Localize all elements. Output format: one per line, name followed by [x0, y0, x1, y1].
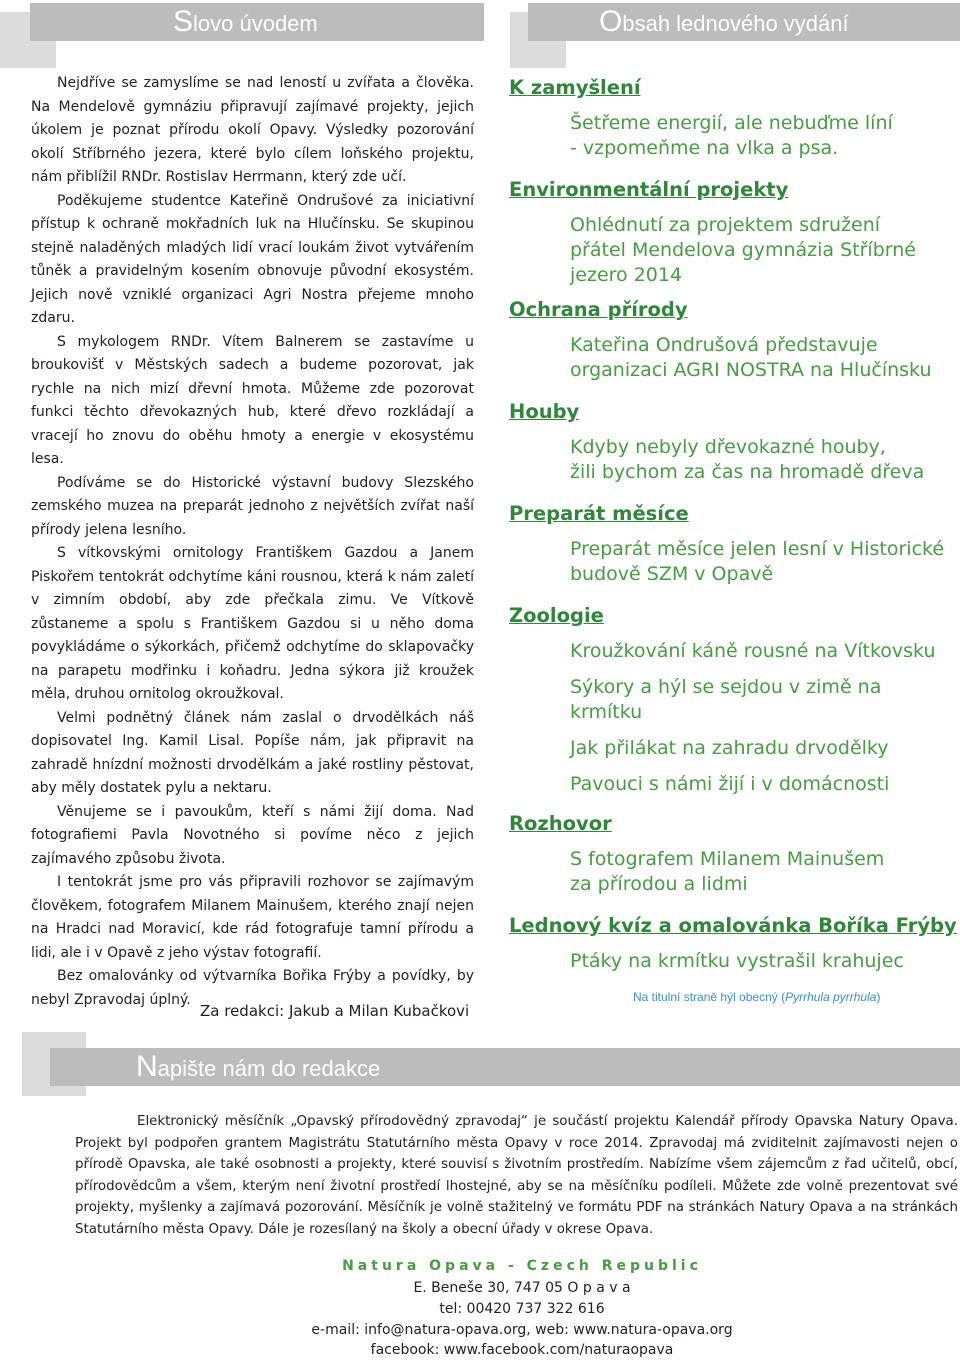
toc-item[interactable]: Jak přilákat na zahradu drvodělky: [570, 737, 889, 759]
toc-section-title[interactable]: Houby: [509, 400, 580, 423]
toc-item[interactable]: Sýkory a hýl se sejdou v zimě na krmítku: [570, 676, 882, 723]
intro-paragraph: Nejdříve se zamyslíme se nad leností u zvířata a člověka. Na Mendelově gymnáziu připravují zajímavé projekty, jejich úkolem je poznat přírodu okolí Opavy. Výsledky pozorování okolí Stříbrného jezera, které bylo cílem loňského projektu, nám přiblížil RNDr. Rostislav Herrmann, který zde učí.: [31, 75, 474, 185]
contact-header-initial: N: [136, 1050, 158, 1083]
intro-text: [31, 72, 474, 1012]
intro-header-initial: S: [173, 5, 194, 38]
notice-paragraph: Elektronický měsíčník „Opavský přírodovědný zpravodaj“ je součástí projektu Kalendář přírody Opavska Natury Opava. Projekt byl podpořen grantem Magistrátu Statutárního města Opavy v roce 2014. Zpravodaj má zviditelnit zajímavosti nejen o přírodě Opavska, ale také osobnosti a projekty, které souvisí s životním prostředím. Nabízíme všem zájemcům z řad učitelů, obcí, přírodovědcům a všem, kterým není životní prostředí lhostejné, aby se na měsíčníku podíleli. Můžete zde volně prezentovat své projekty, myšlenky a zajímavá pozorování. Měsíčník je volně stažitelný ve formátu PDF na stránkách Natury Opava a na stránkách Statutárního města Opavy. Dále je rozesílaný na školy a obecní úřady v okrese Opava.: [75, 1114, 958, 1237]
intro-paragraph: Bez omalovánky od výtvarníka Bořika Frýby a povídky, by nebyl Zpravodaj úplný.: [31, 968, 474, 1008]
toc-item[interactable]: Šetřeme energií, ale nebuďme líní - vzpomeňme na vlka a psa.: [570, 112, 893, 159]
toc-item[interactable]: Ohlédnutí za projektem sdružení přátel Mendelova gymnázia Stříbrné jezero 2014: [570, 214, 916, 286]
cover-caption-text: Na titulní straně hýl obecný (: [633, 990, 786, 1004]
phone: tel: 00420 737 322 616: [439, 1301, 605, 1317]
cover-caption-latin: Pyrrhula pyrrhula: [785, 990, 877, 1004]
intro-paragraph: S vítkovskými ornitology Františkem Gazdou a Janem Piskořem tentokrát odchytíme káni rousnou, která k nám zaletí v zimním období, aby zde přečkala zimu. Ve Vítkově zůstaneme a spolu s Františkem Gazdou si u něho doma povykládáme o sýkorkách, přičemž odchytíme do sklapovačky na parapetu modřinku i koňadru. Jedna sýkora již kroužek měla, druhou ornitolog okroužkoval.: [31, 545, 474, 702]
intro-paragraph: I tentokrát jsme pro vás připravili rozhovor se zajímavým člověkem, fotografem Milanem Mainušem, kterého znají nejen na Hradci nad Moravicí, kde rád fotografuje tamní přírodu a lidi, ale i v Opavě z jeho výstav fotografií.: [31, 874, 474, 961]
toc-section-title[interactable]: Zoologie: [509, 604, 604, 627]
toc-item[interactable]: Kateřina Ondrušová představuje organizaci AGRI NOSTRA na Hlučínsku: [570, 334, 932, 381]
toc-item[interactable]: Pavouci s námi žijí i v domácnosti: [570, 773, 890, 795]
intro-paragraph: Podíváme se do Historické výstavní budovy Slezského zemského muzea na preparát jednoho z největších zvířat naší přírody jelena lesního.: [31, 474, 474, 538]
toc-item[interactable]: Kroužkování káně rousné na Vítkovsku: [570, 640, 936, 662]
toc-section-title[interactable]: Environmentální projekty: [509, 178, 789, 201]
toc-section-title[interactable]: Ochrana přírody: [509, 298, 688, 321]
email-web[interactable]: e-mail: info@natura-opava.org, web: www.natura-opava.org: [311, 1322, 733, 1338]
intro-header-text: lovo úvodem: [193, 11, 318, 36]
intro-paragraph: Velmi podnětný článek nám zaslal o drvodělkách náš dopisovatel Ing. Kamil Lisal. Popíše nám, jak připravit na zahradě hnízdní možnosti drvodělkám a jaké rostliny pěstovat, aby měly dostatek pylu a nektaru.: [31, 709, 474, 796]
toc-item[interactable]: Preparát měsíce jelen lesní v Historické budově SZM v Opavě: [570, 538, 945, 585]
toc-item[interactable]: S fotografem Milanem Mainušem za přírodou a lidmi: [570, 848, 885, 895]
facebook-link[interactable]: facebook: www.facebook.com/naturaopava: [370, 1342, 674, 1358]
cover-caption: [633, 990, 880, 1004]
cover-caption-end: ): [876, 990, 881, 1004]
toc-item[interactable]: Ptáky na krmítku vystrašil krahujec: [570, 950, 904, 972]
editor-signature: Za redakci: Jakub a Milan Kubačkovi: [200, 1002, 470, 1020]
project-notice: [75, 1111, 958, 1241]
contact-header-text: apište nám do redakce: [157, 1056, 381, 1081]
contact-header: [50, 1048, 960, 1086]
intro-paragraph: S mykologem RNDr. Vítem Balnerem se zastavíme u broukovišť v Městských sadech a budeme pozorovat, jak rychle na nich mizí dřevní hmota. Můžeme zde pozorovat funkci těchto dřevokazných hub, které dřevo rozkládají a vracejí ho znovu do oběhu hmoty a energie v ekosystému lesa.: [31, 333, 474, 467]
intro-header: [30, 3, 484, 41]
toc-section-title[interactable]: Rozhovor: [509, 812, 612, 835]
contents-header-text: bsah lednového vydání: [622, 11, 849, 36]
toc-section-title[interactable]: Preparát měsíce: [509, 502, 689, 525]
contents-header: [528, 3, 960, 41]
contents-header-initial: O: [599, 5, 623, 38]
toc-section-title[interactable]: Lednový kvíz a omalovánka Boříka Frýby: [509, 914, 957, 937]
intro-paragraph: Poděkujeme studentce Kateřině Ondrušové za iniciativní přístup k ochraně mokřadních luk na Hlučínsku. Se skupinou stejně naladěných mladých lidí vrací loukám život vytvářením tůněk a pravidelným kosením obnovuje původní ekosystém. Jejich nově vzniklé organizaci Agri Nostra přejeme mnoho zdaru.: [31, 192, 474, 326]
address: E. Beneše 30, 747 05 O p a v a: [413, 1280, 631, 1296]
table-of-contents: [509, 76, 959, 974]
toc-section-title[interactable]: K zamyšlení: [509, 76, 641, 99]
organisation-name: Natura Opava - Czech Republic: [342, 1258, 702, 1274]
toc-item[interactable]: Kdyby nebyly dřevokazné houby, žili bychom za čas na hromadě dřeva: [570, 436, 925, 483]
intro-paragraph: Věnujeme se i pavoukům, kteří s námi žijí doma. Nad fotografiemi Pavla Novotného si povíme něco z jejich zajímavého způsobu života.: [31, 803, 474, 867]
